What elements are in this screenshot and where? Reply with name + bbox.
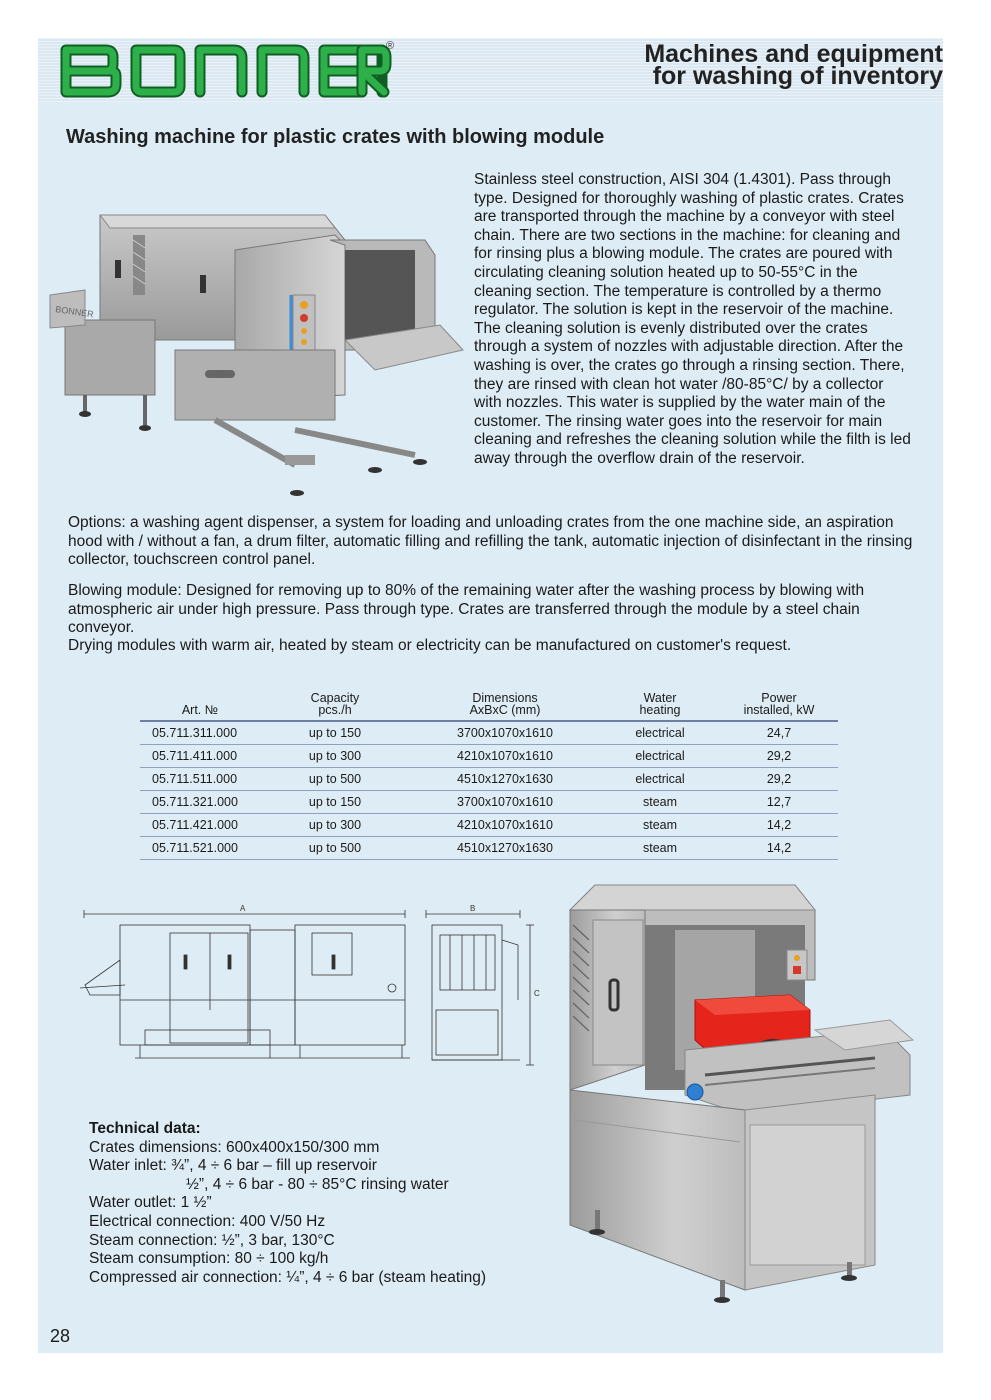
table-cell: steam [600,837,720,860]
table-cell: 4210x1070x1610 [410,745,600,768]
table-cell: 24,7 [720,721,838,745]
tech-line: Water inlet: ¾”, 4 ÷ 6 bar – fill up reservoir [89,1157,377,1175]
dimension-label-a: A [240,904,246,913]
table-header-cell [260,686,410,721]
table-header-line: Power [761,691,797,705]
table-cell: 29,2 [720,768,838,791]
table-header-line: AxBxC (mm) [469,703,541,717]
table-cell: electrical [600,745,720,768]
table-header-line: Dimensions [472,691,538,705]
table-header-line: Water [643,691,677,705]
options-text: Options: a washing agent dispenser, a system for loading and unloading crates from the one machine side, an aspiration hood with / without a fan, a drum filter, automatic filling and refilling the tank, automatic injection of disinfectant in the rinsing collector, touchscreen control panel. [68,514,913,569]
table-cell: electrical [600,768,720,791]
table-row [140,837,838,860]
table-row [140,814,838,837]
technical-drawing [80,900,550,1075]
table-cell: steam [600,791,720,814]
tech-line: Compressed air connection: ¼”, 4 ÷ 6 bar (steam heating) [89,1268,487,1286]
header-title-line2: for washing of inventory [652,62,943,90]
header-title [644,40,943,90]
table-cell: 3700x1070x1610 [410,721,600,745]
header-title-line1: Machines and equipment [644,40,943,68]
table-cell: 05.711.311.000 [140,721,260,745]
tech-line: Crates dimensions: 600x400x150/300 mm [89,1138,380,1156]
table-cell: 4210x1070x1610 [410,814,600,837]
page-number: 28 [50,1326,71,1346]
table-cell: 14,2 [720,814,838,837]
technical-data [89,1120,486,1287]
table-cell: 05.711.511.000 [140,768,260,791]
tech-line: Electrical connection: 400 V/50 Hz [89,1212,326,1230]
blowing-module-illustration [555,880,920,1310]
table-header-line: heating [639,703,681,717]
table-header-cell [410,686,600,721]
svg-text:BONNER: BONNER [54,304,95,320]
table-row [140,745,838,768]
table-cell: electrical [600,721,720,745]
table-cell: 3700x1070x1610 [410,791,600,814]
table-row [140,791,838,814]
tech-line: Steam consumption: 80 ÷ 100 kg/h [89,1250,329,1268]
table-cell: up to 150 [260,791,410,814]
bonner-logo [56,40,401,102]
table-cell: up to 150 [260,721,410,745]
dimension-label-c: C [534,989,540,998]
table-cell: up to 300 [260,814,410,837]
table-cell: up to 500 [260,837,410,860]
reg-mark: ® [386,40,395,52]
table-header-cell [720,686,838,721]
table-cell: 05.711.321.000 [140,791,260,814]
table-header-line: pcs./h [318,703,352,717]
table-header-line: installed, kW [743,703,815,717]
table-cell: 29,2 [720,745,838,768]
technical-data-title: Technical data: [89,1120,201,1137]
table-header-cell [600,686,720,721]
page-title: Washing machine for plastic crates with blowing module [66,126,605,148]
drying-text: Drying modules with warm air, heated by steam or electricity can be manufactured on customer's request. [68,637,792,654]
table-cell: 14,2 [720,837,838,860]
blowing-module-text: Blowing module: Designed for removing up to 80% of the remaining water after the washing process by blowing with atmospheric air under high pressure. Pass through type. Crates are transferred through the module by a steel chain conveyor. [68,582,865,637]
washing-machine-illustration [45,200,465,500]
table-cell: 05.711.421.000 [140,814,260,837]
tech-line: ½”, 4 ÷ 6 bar - 80 ÷ 85°C rinsing water [186,1175,449,1193]
table-cell: 05.711.411.000 [140,745,260,768]
table-row [140,721,838,745]
table-cell: up to 500 [260,768,410,791]
table-cell: 4510x1270x1630 [410,768,600,791]
table-header-line: Capacity [310,691,360,705]
table-cell: up to 300 [260,745,410,768]
table-header-cell [140,686,260,721]
description-text: Stainless steel construction, AISI 304 (1.4301). Pass through type. Designed for thoroughly washing of plastic crates. Crates are transported through the machine by a conveyor with steel chain. There are two sections in the machine: for cleaning and for rinsing plus a blowing module. The crates are poured with circulating cleaning solution heated up to 50-55°C in the cleaning section. The temperature is controlled by a thermo regulator. The solution is kept in the reservoir of the machine. The cleaning solution is evenly distributed over the crates through a system of nozzles with adjustable direction. After the washing is over, the crates go through a rinsing section. There, they are rinsed with clean hot water /80-85°C/ by a collector with nozzles. This water is supplied by the water main of the customer. The rinsing water goes into the reservoir for main cleaning and refreshes the cleaning solution while the filth is led away through the overflow drain of the reservoir. [474,171,911,467]
table-cell: 05.711.521.000 [140,837,260,860]
table-cell: 4510x1270x1630 [410,837,600,860]
table-cell: steam [600,814,720,837]
tech-line: Water outlet: 1 ½” [89,1194,212,1212]
table-header-row [140,686,838,721]
table-row [140,768,838,791]
dimension-label-b: B [470,904,476,913]
tech-line: Steam connection: ½”, 3 bar, 130°C [89,1231,335,1249]
table-cell: 12,7 [720,791,838,814]
specification-table [140,686,838,860]
table-header-line: Art. № [181,703,219,717]
